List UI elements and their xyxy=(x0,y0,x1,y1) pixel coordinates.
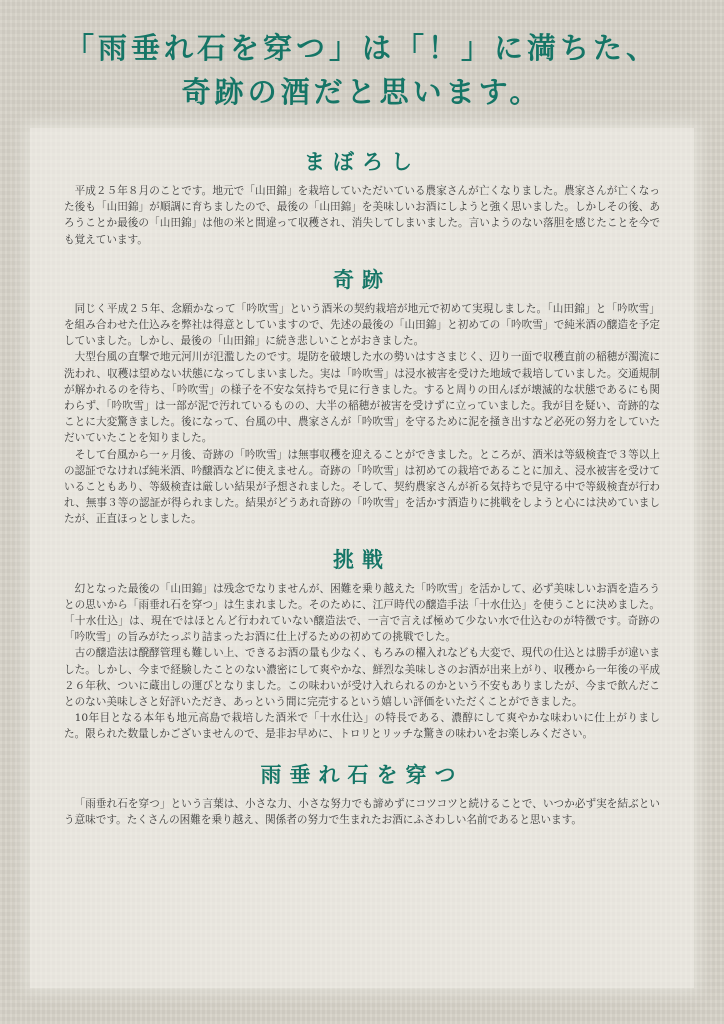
paragraph: 10年目となる本年も地元高島で栽培した酒米で「十水仕込」の特長である、濃醇にして爽やかな味わいに仕上がりました。限られた数量しかございませんので、是非お早めに、トロリとリッチな驚きの味わいをお楽しみください。 xyxy=(64,712,660,741)
section-kiseki xyxy=(64,265,660,528)
paragraph: 幻となった最後の「山田錦」は残念でなりませんが、困難を乗り越えた「吟吹雪」を活かして、必ず美味しいお酒を造ろうとの思いから「雨垂れ石を穿つ」は生まれました。そのために、江戸時代の醸造手法「十水仕込」を使うことに決めました。「十水仕込」は、現在ではほとんど行われていない醸造法で、一言で言えば極めて少ない水で仕込むのが特徴です。奇跡の「吟吹雪」の旨みがたっぷり詰まったお酒に仕上げるための初めての挑戦でした。 xyxy=(64,582,660,644)
headline-line-1: 「雨垂れ石を穿つ」は「！」に満ちた、 xyxy=(64,31,659,65)
paragraph: 大型台風の直撃で地元河川が氾濫したのです。堤防を破壊した水の勢いはすさまじく、辺り一面で収穫直前の稲穂が濁流に洗われ、収穫は望めない状態になってしまいました。実は「吟吹雪」は浸水被害を受けた地域で栽培していました。交通規制が解かれるのを待ち、「吟吹雪」の様子を不安な気持ちで見に行きました。すると周りの田んぼが壊滅的な状態であるにも関わらず、「吟吹雪」は一部が泥で汚れているものの、大半の稲穂が被害を受けずに立っていました。我が目を疑い、奇跡的なことに大変驚きました。後になって、台風の中、農家さんが「吟吹雪」を守るために泥を掻き出すなど必死の努力をしていただいていたことを知りました。 xyxy=(64,351,660,445)
paragraph: 同じく平成２５年、念願かなって「吟吹雪」という酒米の契約栽培が地元で初めて実現しました。「山田錦」と「吟吹雪」を組み合わせた仕込みを弊社は得意としていますので、先述の最後の「山田錦」と初めての「吟吹雪」で純米酒の醸造を予定していました。しかし、最後の「山田錦」に続き悲しいことがおきました。 xyxy=(64,302,660,348)
section-title: まぼろし xyxy=(304,149,420,174)
paragraph: 古の醸造法は醗酵管理も難しい上、できるお酒の量も少なく、もろみの櫂入れなども大変で、現代の仕込とは勝手が違いました。しかし、今まで経験したことのない濃密にして爽やかな、鮮烈な美味しさのお酒が出来上がり、収穫から一年後の平成２６年秋、ついに蔵出しの運びとなりました。この味わいが受け入れられるのかという不安もありましたが、今まで飲んだことのない美味しさと好評いただき、あっという間に完売するという嬉しい評価をいただくことができました。 xyxy=(64,647,660,709)
article-body xyxy=(64,147,660,845)
section-title: 奇跡 xyxy=(333,266,391,292)
section-maboroshi xyxy=(64,147,660,248)
section-title: 挑戦 xyxy=(333,546,391,572)
paragraph: 「雨垂れ石を穿つ」という言葉は、小さな力、小さな努力でも諦めずにコツコツと続けることで、いつか必ず実を結ぶという意味です。たくさんの困難を乗り越え、関係者の努力で生まれたお酒にふさわしい名前であると思います。 xyxy=(64,797,660,826)
headline-line-2: 奇跡の酒だと思います。 xyxy=(181,75,543,109)
paragraph: 平成２５年８月のことです。地元で「山田錦」を栽培していただいている農家さんが亡くなりました。農家さんが亡くなった後も「山田錦」が順調に育ちましたので、最後の「山田錦」を美味しいお酒にしようと強く思いました。しかしその後、あろうことか最後の「山田錦」は他の米と間違って収穫され、消失してしまいました。言いようのない落胆を感じたことを今でも覚えています。 xyxy=(64,185,660,246)
section-amadare xyxy=(64,760,660,828)
headline xyxy=(0,26,724,114)
section-title: 雨垂れ石を穿つ xyxy=(260,761,464,787)
section-chousen xyxy=(64,545,660,743)
paragraph: そして台風から一ヶ月後、奇跡の「吟吹雪」は無事収穫を迎えることができました。ところが、酒米は等級検査で３等以上の認証でなければ純米酒、吟醸酒などに使えません。奇跡の「吟吹雪」は初めての栽培であることに加え、浸水被害を受けていることもあり、等級検査は厳しい結果が予想されました。そして、契約農家さんが祈る気持ちで見守る中で等級検査が行われ、無事３等の認証が得られました。結果がどうあれ奇跡の「吟吹雪」を活かす酒造りに挑戦をしようと心には決めていましたが、正直ほっとしました。 xyxy=(64,448,660,526)
